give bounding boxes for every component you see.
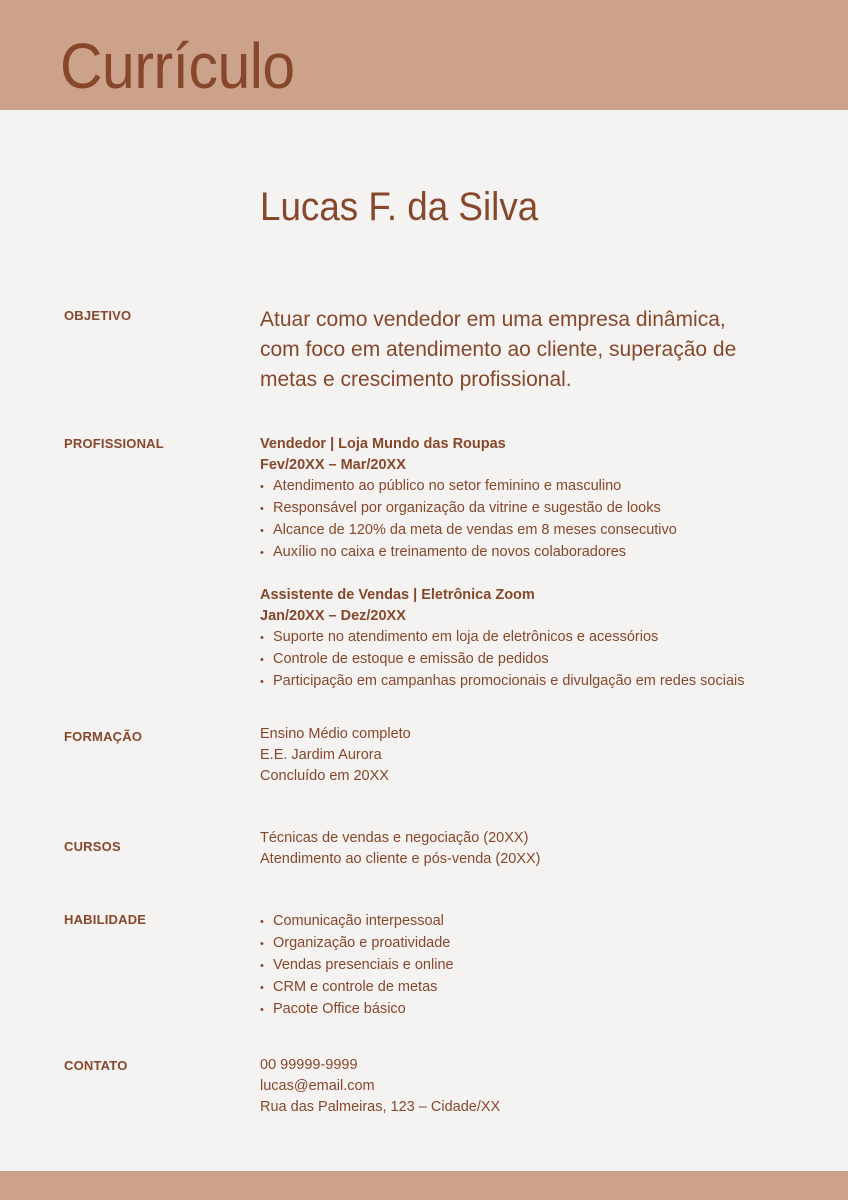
list-item: • Atendimento ao público no setor feminino e masculino [260, 476, 820, 498]
section-label-objetivo: OBJETIVO [64, 308, 132, 323]
footer-band [0, 1171, 848, 1200]
contact-info [260, 1055, 820, 1118]
section-label-habilidade: HABILIDADE [64, 912, 147, 927]
job-entry [260, 585, 820, 693]
education-line: E.E. Jardim Aurora [260, 747, 382, 763]
job-period: Jan/20XX – Dez/20XX [260, 608, 406, 624]
list-item: • Alcance de 120% da meta de vendas em 8 meses consecutivo [260, 520, 820, 542]
job-title: Assistente de Vendas | Eletrônica Zoom [260, 587, 535, 603]
header-band [0, 0, 848, 110]
skills-list [260, 911, 820, 1021]
list-item: • Participação em campanhas promocionais e divulgação em redes sociais [260, 671, 820, 693]
list-item: • Suporte no atendimento em loja de eletrônicos e acessórios [260, 627, 820, 649]
education-line: Concluído em 20XX [260, 768, 389, 784]
list-item: • CRM e controle de metas [260, 977, 820, 999]
list-item: • Controle de estoque e emissão de pedidos [260, 649, 820, 671]
education-line: Ensino Médio completo [260, 726, 411, 742]
contact-phone: 00 99999-9999 [260, 1057, 358, 1073]
skills [260, 911, 820, 1021]
list-item: • Responsável por organização da vitrine e sugestão de looks [260, 498, 820, 520]
job-title: Vendedor | Loja Mundo das Roupas [260, 436, 506, 452]
list-item: • Pacote Office básico [260, 999, 820, 1021]
candidate-name: Lucas F. da Silva [260, 185, 539, 229]
job-period: Fev/20XX – Mar/20XX [260, 457, 406, 473]
course-line: Atendimento ao cliente e pós-venda (20XX) [260, 851, 541, 867]
objective-line: com foco em atendimento ao cliente, superação de [260, 338, 737, 361]
section-label-cursos: CURSOS [64, 839, 121, 854]
section-label-formacao: FORMAÇÃO [64, 729, 143, 744]
objective-text [260, 305, 780, 395]
job-duties [260, 627, 820, 693]
courses-info [260, 828, 820, 870]
course-line: Técnicas de vendas e negociação (20XX) [260, 830, 529, 846]
experience-list [260, 434, 820, 693]
list-item: • Organização e proatividade [260, 933, 820, 955]
list-item: • Vendas presenciais e online [260, 955, 820, 977]
job-duties [260, 476, 820, 564]
spacer [260, 564, 820, 585]
contact-email: lucas@email.com [260, 1078, 375, 1094]
list-item: • Comunicação interpessoal [260, 911, 820, 933]
list-item: • Auxílio no caixa e treinamento de novos colaboradores [260, 542, 820, 564]
section-label-profissional: PROFISSIONAL [64, 436, 164, 451]
objective-line: Atuar como vendedor em uma empresa dinâmica, [260, 308, 726, 331]
job-entry [260, 434, 820, 564]
section-label-contato: CONTATO [64, 1058, 128, 1073]
objective-line: metas e crescimento profissional. [260, 368, 572, 391]
page-title: Currículo [60, 30, 295, 102]
education-info [260, 724, 820, 787]
contact-address: Rua das Palmeiras, 123 – Cidade/XX [260, 1099, 501, 1115]
